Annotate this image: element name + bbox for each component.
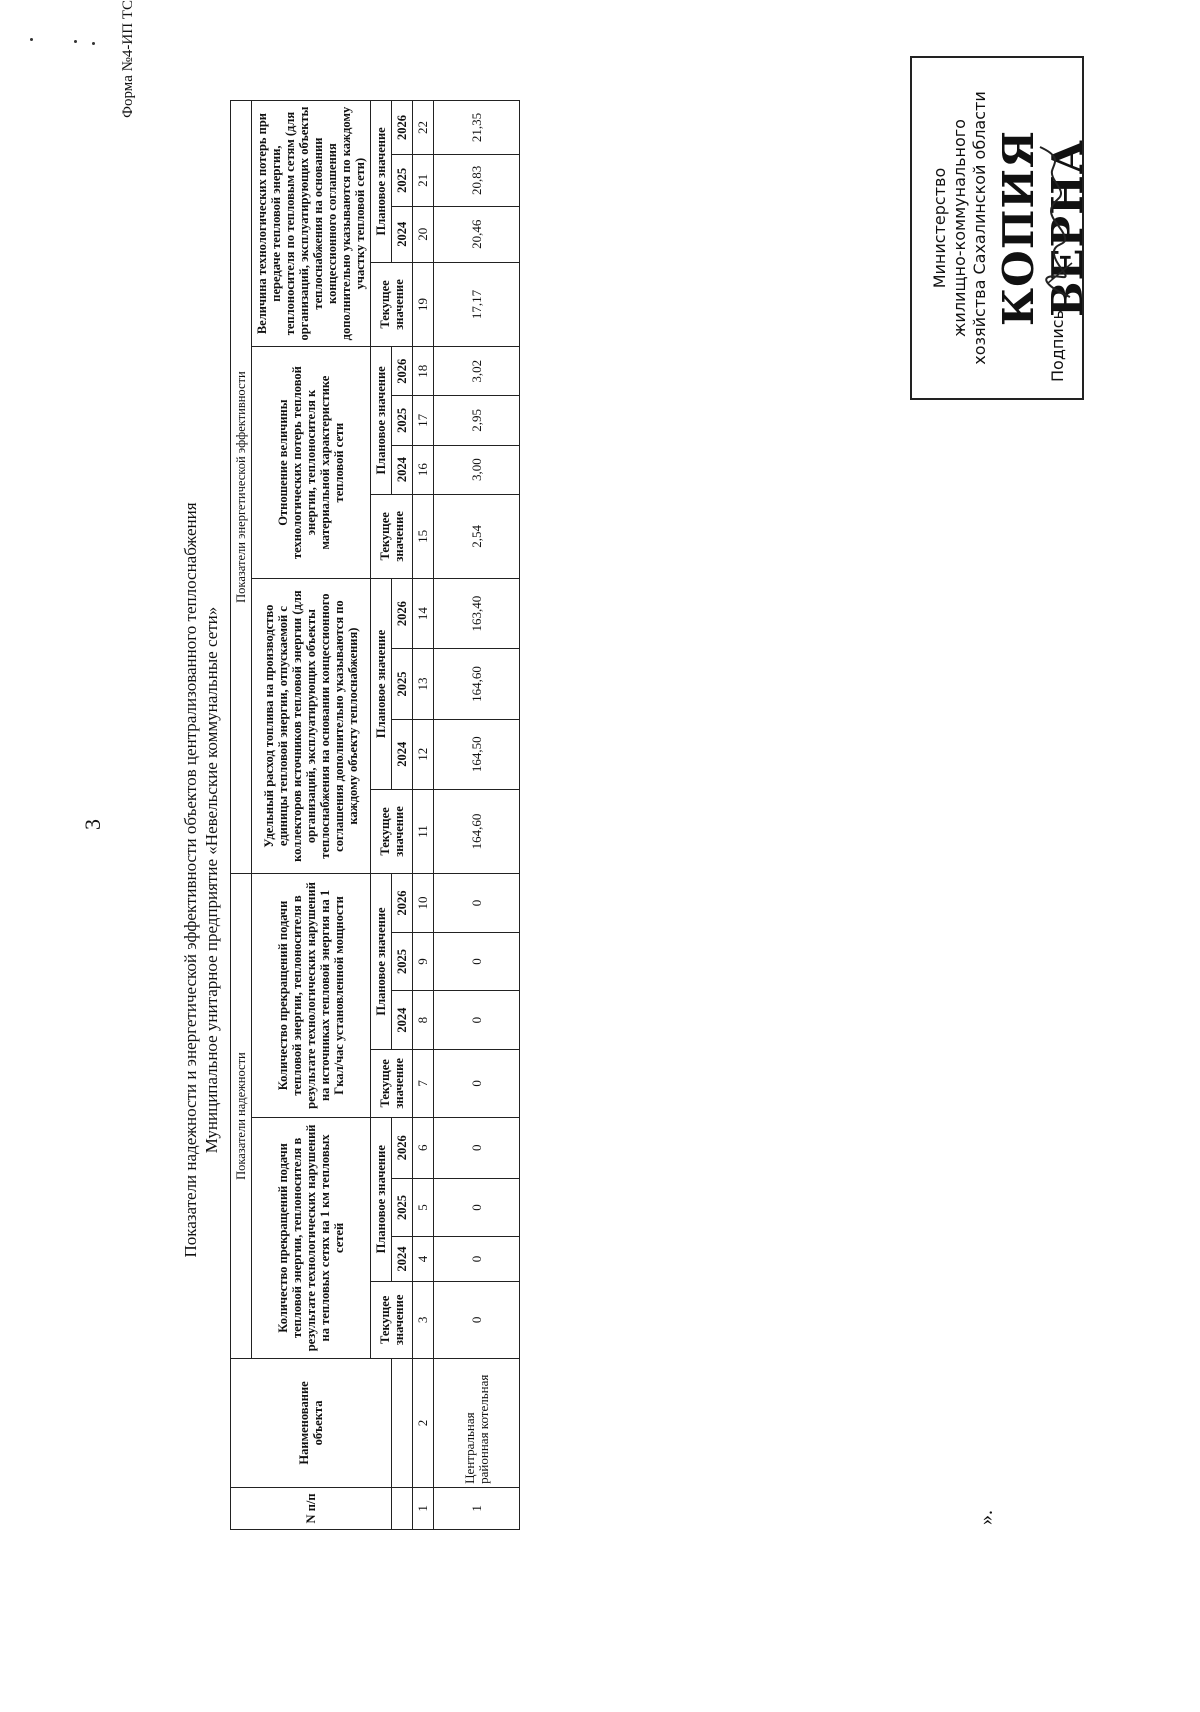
column-number: 22	[413, 101, 434, 155]
document-sheet	[70, 0, 1100, 1630]
table-cell: 3,02	[434, 347, 520, 396]
document-title	[180, 350, 222, 1410]
handwritten-signature-icon	[1032, 143, 1080, 303]
stamp-signature-label: Подпись	[1048, 310, 1067, 382]
col-name-header: Наименование объекта	[231, 1359, 392, 1488]
table-cell: 0	[434, 874, 520, 933]
column-number: 5	[413, 1178, 434, 1237]
table-cell: 2,95	[434, 396, 520, 445]
column-number: 13	[413, 649, 434, 719]
column-number-row	[413, 101, 434, 1530]
year-header: 2024	[392, 719, 413, 789]
planned-value-header: Плановое значение	[371, 1117, 392, 1281]
current-value-header: Текущее значение	[371, 262, 413, 346]
year-header: 2026	[392, 579, 413, 649]
column-number: 8	[413, 991, 434, 1050]
table-cell: 0	[434, 1049, 520, 1117]
col-num-header: N п/п	[231, 1487, 392, 1529]
column-number: 15	[413, 494, 434, 578]
table-cell: 2,54	[434, 494, 520, 578]
year-header: 2024	[392, 1237, 413, 1282]
indicator-2-header: Количество прекращений подачи тепловой энергии, теплоносителя в результате технологических нарушений на источниках тепловой энергия на 1 Гкал/час установленной мощности	[252, 874, 371, 1118]
group-header-row	[231, 101, 252, 1530]
table-cell: 21,35	[434, 101, 520, 155]
table-cell: 0	[434, 1117, 520, 1178]
table-cell: 3,00	[434, 445, 520, 494]
column-number: 4	[413, 1237, 434, 1282]
table-cell: 0	[434, 1281, 520, 1358]
year-header: 2024	[392, 445, 413, 494]
title-line-1: Показатели надежности и энергетической эффективности объектов централизованного теплоснабжения	[181, 502, 200, 1258]
table-cell: 0	[434, 1237, 520, 1282]
certified-copy-stamp	[910, 56, 1092, 400]
current-value-header: Текущее значение	[371, 789, 413, 873]
subheader-row	[371, 101, 392, 1530]
year-header: 2025	[392, 649, 413, 719]
column-number: 20	[413, 206, 434, 262]
column-number: 12	[413, 719, 434, 789]
column-number: 6	[413, 1117, 434, 1178]
title-line-2: Муниципальное унитарное предприятие «Невельские коммунальные сети»	[202, 606, 221, 1154]
indicator-header-row	[252, 101, 371, 1530]
column-number: 9	[413, 932, 434, 991]
indicator-3-header: Удельный расход топлива на производство единицы тепловой энергии, отпускаемой с коллекторов источников тепловой энергии (для организаций, эксплуатирующих объекты теплоснабжения на основании концессионного соглашения дополнительно указываются по каждому объекту теплоснабжения)	[252, 579, 371, 874]
year-header: 2026	[392, 101, 413, 155]
planned-value-header: Плановое значение	[371, 874, 392, 1050]
table-cell: 17,17	[434, 262, 520, 346]
column-number: 16	[413, 445, 434, 494]
table-row	[434, 101, 520, 1530]
year-header: 2025	[392, 932, 413, 991]
planned-value-header: Плановое значение	[371, 579, 392, 790]
table-cell: 163,40	[434, 579, 520, 649]
column-number: 18	[413, 347, 434, 396]
column-number: 11	[413, 789, 434, 873]
year-header: 2025	[392, 155, 413, 207]
reliability-group-header: Показатели надежности	[231, 874, 252, 1359]
row-number: 1	[434, 1487, 520, 1529]
indicator-5-header: Величина технологических потерь при передаче тепловой энергии, теплоносителя по тепловым сетям (для организаций, эксплуатирующих объекты теплоснабжения на основании концессионного соглашения дополнительно указываются по каждому участку тепловой сети)	[252, 101, 371, 347]
column-number: 7	[413, 1049, 434, 1117]
closing-quote-mark: ».	[975, 1510, 997, 1525]
year-header: 2025	[392, 1178, 413, 1237]
current-value-header: Текущее значение	[371, 1281, 413, 1358]
table-cell: 20,46	[434, 206, 520, 262]
indicator-1-header: Количество прекращений подачи тепловой энергии, теплоносителя в результате технологических нарушений на тепловых сетях на 1 км тепловых сетей	[252, 1117, 371, 1358]
planned-value-header: Плановое значение	[371, 347, 392, 495]
year-header: 2024	[392, 206, 413, 262]
indicator-4-header: Отношение величины технологических потерь тепловой энергии, теплоносителя к материальной характеристике тепловой сети	[252, 347, 371, 579]
table-cell: 0	[434, 1178, 520, 1237]
page-number: 3	[80, 819, 105, 830]
column-number: 2	[413, 1359, 434, 1488]
column-number: 17	[413, 396, 434, 445]
column-number: 10	[413, 874, 434, 933]
column-number: 3	[413, 1281, 434, 1358]
table-cell: 20,83	[434, 155, 520, 207]
current-value-header: Текущее значение	[371, 1049, 413, 1117]
table-cell: 0	[434, 932, 520, 991]
table-cell: 164,50	[434, 719, 520, 789]
column-number: 19	[413, 262, 434, 346]
year-header: 2026	[392, 1117, 413, 1178]
current-value-header: Текущее значение	[371, 494, 413, 578]
stamp-line-1: Министерство	[930, 167, 949, 289]
table-cell: 0	[434, 991, 520, 1050]
year-header: 2026	[392, 347, 413, 396]
year-header: 2026	[392, 874, 413, 933]
column-number: 14	[413, 579, 434, 649]
column-number: 1	[413, 1487, 434, 1529]
indicators-table	[230, 100, 520, 1530]
efficiency-group-header: Показатели энергетической эффективности	[231, 101, 252, 874]
year-header: 2025	[392, 396, 413, 445]
stamp-certified-text: КОПИЯ ВЕРНА	[994, 129, 1092, 327]
year-header: 2024	[392, 991, 413, 1050]
stamp-line-2: жилищно-коммунального	[950, 119, 969, 337]
object-name: Центральная районная котельная	[434, 1359, 520, 1488]
column-number: 21	[413, 155, 434, 207]
table-cell: 164,60	[434, 789, 520, 873]
table-cell: 164,60	[434, 649, 520, 719]
form-label: Форма №4-ИП ТС	[120, 0, 136, 118]
stamp-line-3: хозяйства Сахалинской области	[970, 91, 989, 365]
planned-value-header: Плановое значение	[371, 101, 392, 263]
